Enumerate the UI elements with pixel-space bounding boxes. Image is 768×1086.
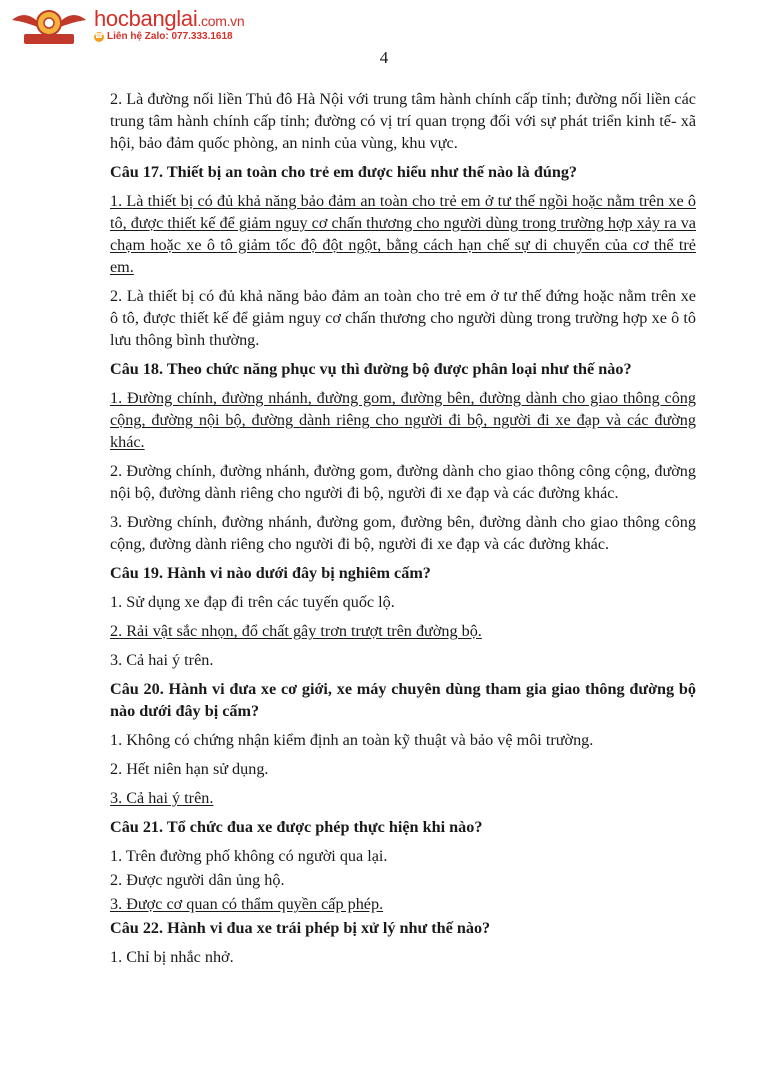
answer: 3. Đường chính, đường nhánh, đường gom, đường bên, đường dành cho giao thông công cộng, đường dành riêng cho người đi bộ, người đi xe đạp và các đường khác. xyxy=(110,513,696,553)
question-21 xyxy=(110,816,696,915)
answer-correct xyxy=(110,620,696,642)
answer: 2. Là thiết bị có đủ khả năng bảo đảm an toàn cho trẻ em ở tư thế đứng hoặc nằm trên xe ô tô, được thiết kế để giảm nguy cơ chấn thương cho người dùng trong trường hợp xe ô tô lưu thông bình thường. xyxy=(110,287,696,349)
answer-correct-text: 3. Cả hai ý trên. xyxy=(110,789,214,807)
question-title: Câu 22. Hành vi đua xe trái phép bị xử lý như thế nào? xyxy=(110,919,491,937)
answer: 2. Hết niên hạn sử dụng. xyxy=(110,760,269,778)
answer: 1. Không có chứng nhận kiểm định an toàn kỹ thuật và bảo vệ môi trường. xyxy=(110,731,594,749)
driving-logo-icon xyxy=(10,6,88,46)
question-19 xyxy=(110,562,696,671)
question-20 xyxy=(110,678,696,809)
question-title: Câu 18. Theo chức năng phục vụ thì đường bộ được phân loại như thế nào? xyxy=(110,360,632,378)
brand-name: hocbanglai.com.vn xyxy=(94,6,245,31)
page-number: 4 xyxy=(379,48,389,67)
answer: 1. Trên đường phố không có người qua lại. xyxy=(110,847,388,865)
answer-correct xyxy=(110,787,696,809)
question-title: Câu 19. Hành vi nào dưới đây bị nghiêm cấm? xyxy=(110,564,431,582)
contact-line xyxy=(94,31,233,42)
phone-icon: ☎ xyxy=(94,32,104,40)
question-title: Câu 21. Tổ chức đua xe được phép thực hiện khi nào? xyxy=(110,818,483,836)
answer: 3. Cả hai ý trên. xyxy=(110,651,214,669)
answer-correct: 1. Đường chính, đường nhánh, đường gom, đường bên, đường dành cho giao thông công cộng, đường nội bộ, đường dành riêng cho người đi bộ, người đi xe đạp và các đường khác. xyxy=(110,389,696,451)
answer-correct-text: 2. Rải vật sắc nhọn, đổ chất gây trơn trượt trên đường bộ. xyxy=(110,622,482,640)
answer: 2. Đường chính, đường nhánh, đường gom, đường dành cho giao thông công cộng, đường nội bộ, đường dành riêng cho người đi bộ, người đi xe đạp và các đường khác. xyxy=(110,462,696,502)
question-title: Câu 17. Thiết bị an toàn cho trẻ em được hiểu như thế nào là đúng? xyxy=(110,163,578,181)
answer: 1. Sử dụng xe đạp đi trên các tuyến quốc lộ. xyxy=(110,593,395,611)
answer: 1. Chỉ bị nhắc nhở. xyxy=(110,948,234,966)
answer: 2. Được người dân ủng hộ. xyxy=(110,871,285,889)
answer-correct xyxy=(110,893,696,915)
question-title: Câu 20. Hành vi đưa xe cơ giới, xe máy chuyên dùng tham gia giao thông đường bộ nào dưới đây bị cấm? xyxy=(110,680,696,720)
question-18 xyxy=(110,358,696,555)
answer-correct: 1. Là thiết bị có đủ khả năng bảo đảm an toàn cho trẻ em ở tư thế ngồi hoặc nằm trên xe ô tô, được thiết kế để giảm nguy cơ chấn thương cho người dùng trong trường hợp xảy ra va chạm hoặc xe ô tô giảm tốc độ đột ngột, bằng cách hạn chế sự di chuyển của cơ thể trẻ em. xyxy=(110,192,696,276)
intro-paragraph: 2. Là đường nối liền Thủ đô Hà Nội với trung tâm hành chính cấp tỉnh; đường nối liền các trung tâm hành chính cấp tỉnh; đường có vị trí quan trọng đối với sự phát triển kinh tế- xã hội, bảo đảm quốc phòng, an ninh của vùng, khu vực. xyxy=(110,90,696,152)
document-body xyxy=(110,88,696,975)
question-17 xyxy=(110,161,696,351)
answer-correct-text: 3. Được cơ quan có thẩm quyền cấp phép. xyxy=(110,895,384,913)
site-header xyxy=(10,4,270,48)
contact-text: Liên hệ Zalo: 077.333.1618 xyxy=(107,31,233,42)
question-22 xyxy=(110,917,696,968)
